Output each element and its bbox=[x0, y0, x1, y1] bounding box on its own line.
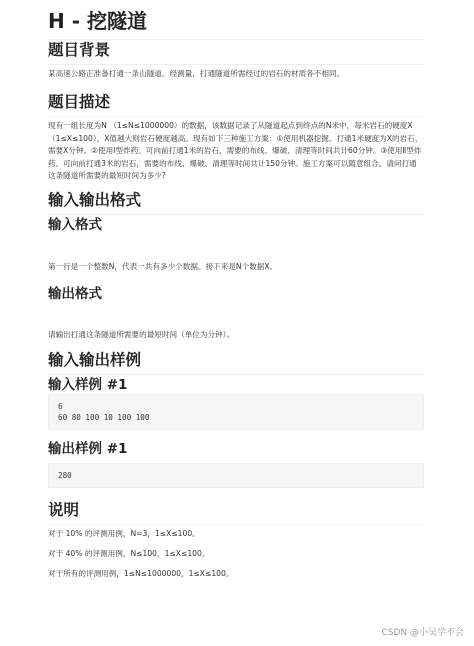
notes-line-1: 对于 10% 的评测用例，N=3，1≤X≤100。 bbox=[48, 529, 200, 538]
io-format-heading: 输入输出格式 bbox=[48, 190, 424, 215]
output-format-text: 请输出打通这条隧道所需要的最短时间（单位为分钟）。 bbox=[48, 330, 235, 339]
background-text: 某高速公路正准备打通一条山隧道。经测量，打通隧道所需经过的岩石的材质各不相同。 bbox=[48, 69, 345, 78]
notes-line-2: 对于 40% 的评测用例，N≤100，1≤X≤100。 bbox=[48, 549, 210, 558]
input-format-heading: 输入格式 bbox=[48, 217, 102, 233]
notes-heading: 说明 bbox=[48, 500, 424, 525]
input-format-text: 第一行是一个整数N，代表一共有多少个数据。接下来是N个数据X。 bbox=[48, 262, 278, 271]
page-title: H - 挖隧道 bbox=[48, 8, 424, 40]
sample-output-code: 280 bbox=[48, 463, 424, 488]
description-heading: 题目描述 bbox=[48, 92, 424, 117]
sample-input-code: 6 60 80 100 10 100 100 bbox=[48, 394, 424, 430]
output-format-heading: 输出格式 bbox=[48, 286, 102, 302]
sample-input-heading: 输入样例 #1 bbox=[48, 377, 128, 393]
csdn-watermark: CSDN @小吴学不会 bbox=[381, 628, 464, 638]
sample-output-heading: 输出样例 #1 bbox=[48, 441, 128, 457]
samples-heading: 输入输出样例 bbox=[48, 350, 424, 375]
background-heading: 题目背景 bbox=[48, 40, 424, 65]
description-text: 现有一组长度为N （1≤N≤1000000）的数据，该数据记录了从隧道起点到终点的N米中，每米岩石的硬度X（1≤X≤100），X值越大则岩石硬度越高。现有如下三种施工方案：①使用机器挖掘。打通1米硬度为X的岩石，需要X分钟。②使用Ⅰ型炸药。可向前打通1米的岩石，需要的布线、爆破、清理等时间共计60分钟。③使用Ⅱ型炸药。可向前打通3米的岩石，需要的布线、爆破、清理等时间共计150分钟。施工方案可以随意组合。请问打通这条隧道所需要的最短时间为多少? bbox=[48, 121, 423, 181]
notes-line-3: 对于所有的评测用例，1≤N≤1000000，1≤X≤100。 bbox=[48, 569, 234, 578]
